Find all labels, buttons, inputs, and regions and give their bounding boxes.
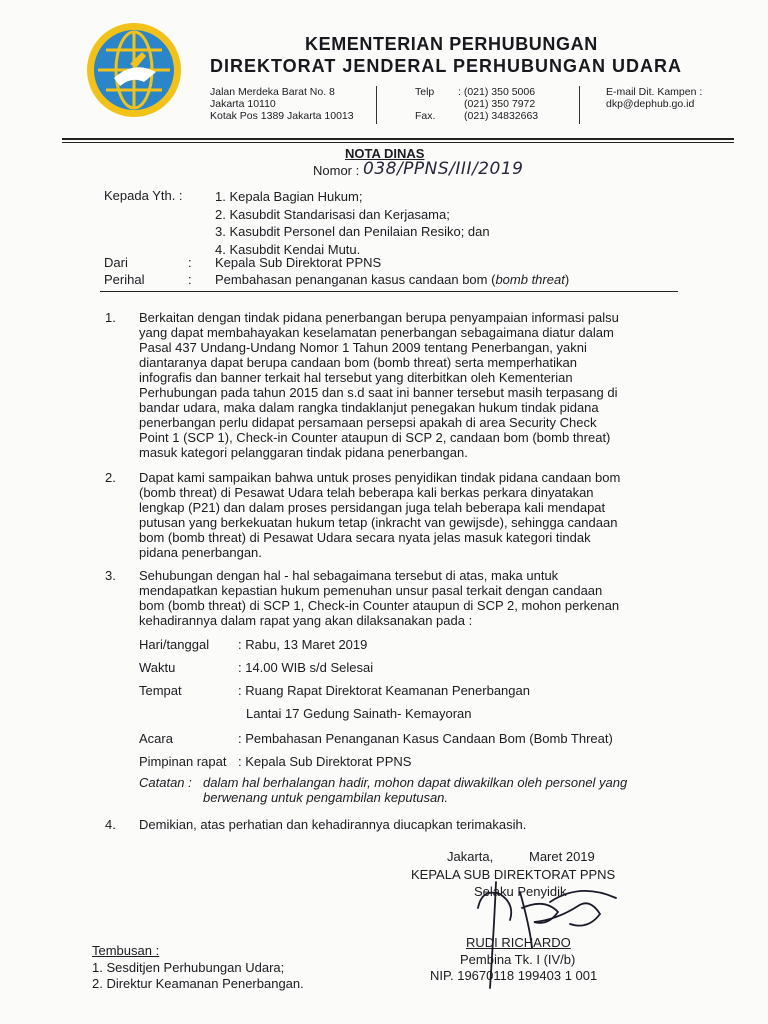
schedule-value: : Rabu, 13 Maret 2019 <box>238 637 368 652</box>
paragraph-line: lengkap (P21) dan dalam proses persidangan juga telah beberapa kali mendapat <box>139 500 606 515</box>
paragraph-line: mendapatkan kepastian hukum pemenuhan unsur pasal terkait dengan candaan <box>139 583 603 598</box>
schedule-value: Lantai 17 Gedung Sainath- Kemayoran <box>246 706 472 721</box>
schedule-label: Tempat <box>139 683 182 698</box>
cc-item: 1. Sesditjen Perhubungan Udara; <box>92 960 285 975</box>
paragraph-line: Perhubungan pada tahun 2015 dan s.d saat ini banner tersebut masih terpasang di <box>139 385 618 400</box>
telp-number: (021) 350 7972 <box>464 98 536 110</box>
schedule-value: : 14.00 WIB s/d Selesai <box>238 660 374 675</box>
paragraph-line: kehadirannya dalam rapat yang akan dilaksanakan pada : <box>139 613 473 628</box>
memo-number-label: Nomor : <box>313 163 360 178</box>
recipient-item: 3. Kasubdit Personel dan Penilaian Resiko; dan <box>215 224 490 239</box>
telp-label: Telp <box>415 86 435 98</box>
telp-values <box>458 86 535 110</box>
paragraph-2 <box>139 470 679 560</box>
address-line: Jakarta 10110 <box>210 98 276 110</box>
recipient-list <box>215 188 490 258</box>
cc-list <box>92 960 304 992</box>
divider <box>376 86 377 124</box>
subject-rule <box>100 291 678 292</box>
perihal-italic: bomb threat <box>495 272 565 287</box>
signature-position: KEPALA SUB DIREKTORAT PPNS <box>411 867 616 882</box>
signature-role: Selaku Penyidik <box>474 884 567 899</box>
memo-title: NOTA DINAS <box>345 146 425 161</box>
schedule-value: : Ruang Rapat Direktorat Keamanan Penerbangan <box>238 683 530 698</box>
cc-item: 2. Direktur Keamanan Penerbangan. <box>92 976 304 991</box>
dari-value: Kepala Sub Direktorat PPNS <box>215 255 382 270</box>
paragraph-line: (bomb threat) di Pesawat Udara telah beberapa kali berkas perkara dinyatakan <box>139 485 594 500</box>
signature-place: Jakarta, <box>447 849 494 864</box>
signature-date: Maret 2019 <box>529 849 595 864</box>
paragraph-line: pidana penerbangan. <box>139 545 262 560</box>
schedule-label: Pimpinan rapat <box>139 754 227 769</box>
header-rule <box>62 142 734 143</box>
kepada-label: Kepada Yth. : <box>104 188 183 203</box>
org-name-directorate: DIREKTORAT JENDERAL PERHUBUNGAN UDARA <box>210 56 683 76</box>
note-line: berwenang untuk pengambilan keputusan. <box>203 790 449 805</box>
schedule-value: : Kepala Sub Direktorat PPNS <box>238 754 412 769</box>
paragraph-line: bom (bomb threat) di Pesawat Udara secara nyata jelas masuk kategori tindak <box>139 530 591 545</box>
paragraph-line: bom (bomb threat) di SCP 1, Check-in Counter ataupun di SCP 2, mohon perkenan <box>139 598 620 613</box>
schedule-label: Waktu <box>139 660 176 675</box>
paragraph-number: 1. <box>105 310 116 325</box>
perihal-value <box>215 272 569 287</box>
note-text <box>203 775 677 805</box>
note-line: dalam hal berhalangan hadir, mohon dapat diwakilkan oleh personel yang <box>203 775 628 790</box>
paragraph-line: Berkaitan dengan tindak pidana penerbangan berupa penyampaian informasi palsu <box>139 310 619 325</box>
recipient-item: 2. Kasubdit Standarisasi dan Kerjasama; <box>215 206 450 222</box>
fax-number: (021) 34832663 <box>464 110 539 122</box>
paragraph-line: masuk kategori pelanggaran tindak pidana penerbangan. <box>139 445 468 460</box>
paragraph-line: Sehubungan dengan hal - hal sebagaimana tersebut di atas, maka untuk <box>139 568 559 583</box>
paragraph-1 <box>139 310 679 460</box>
colon: : <box>188 272 192 287</box>
fax-label: Fax. <box>415 110 436 122</box>
divider <box>579 86 580 124</box>
note-label: Catatan : <box>139 775 192 790</box>
address-line: Jalan Merdeka Barat No. 8 <box>210 86 335 98</box>
schedule-label: Hari/tanggal <box>139 637 210 652</box>
paragraph-number: 3. <box>105 568 116 583</box>
recipient-item: 4. Kasubdit Kendai Mutu. <box>215 241 361 257</box>
paragraph-3 <box>139 568 679 628</box>
schedule-label: Acara <box>139 731 173 746</box>
perihal-close: ) <box>564 272 570 287</box>
address-line: Kotak Pos 1389 Jakarta 10013 <box>210 110 354 122</box>
email-label: E-mail Dit. Kampen : <box>606 86 703 98</box>
dari-label: Dari <box>104 255 128 270</box>
paragraph-line: Pasal 437 Undang-Undang Nomor 1 Tahun 2009 tentang Penerbangan, yakni <box>139 340 587 355</box>
recipient-item: 1. Kepala Bagian Hukum; <box>215 189 363 204</box>
memo-number-handwritten: 038/PPNS/III/2019 <box>363 159 524 179</box>
perihal-text: Pembahasan penanganan kasus candaan bom ( <box>215 272 496 287</box>
paragraph-number: 4. <box>105 817 116 832</box>
paragraph-line: infografis dan banner terkait hal tersebut yang diterbitkan oleh Kementerian <box>139 370 573 385</box>
paragraph-line: bandar udara, maka dalam rangka tindaklanjut penegakan hukum tindak pidana <box>139 400 599 415</box>
signer-nip: NIP. 19670118 199403 1 001 <box>430 968 598 983</box>
header-rule <box>62 138 734 140</box>
address-block <box>210 86 354 122</box>
cc-label: Tembusan : <box>92 943 160 958</box>
paragraph-line: yang dapat membahayakan keselamatan penerbangan sebagaimana diatur dalam <box>139 325 614 340</box>
colon: : <box>188 255 192 270</box>
telp-number: : (021) 350 5006 <box>458 86 536 98</box>
paragraph-line: Dapat kami sampaikan bahwa untuk proses penyidikan tindak pidana candaan bom <box>139 470 621 485</box>
ministry-logo-icon <box>84 20 184 120</box>
email-address: dkp@dephub.go.id <box>606 98 695 110</box>
perihal-label: Perihal <box>104 272 145 287</box>
org-name-ministry: KEMENTERIAN PERHUBUNGAN <box>305 34 598 54</box>
signer-rank: Pembina Tk. I (IV/b) <box>460 952 576 967</box>
paragraph-4: Demikian, atas perhatian dan kehadirannya diucapkan terimakasih. <box>139 817 527 832</box>
paragraph-number: 2. <box>105 470 116 485</box>
paragraph-line: diantaranya dapat berupa candaan bom (bomb threat) serta memperhatikan <box>139 355 577 370</box>
paragraph-line: Point 1 (SCP 1), Check-in Counter ataupun di SCP 2, candaan bom (bomb threat) <box>139 430 611 445</box>
paragraph-line: putusan yang berkekuatan hukum tetap (inkracht van gewijsde), sehingga candaan <box>139 515 618 530</box>
signer-name: RUDI RICHARDO <box>466 935 571 950</box>
schedule-value: : Pembahasan Penanganan Kasus Candaan Bom (Bomb Threat) <box>238 731 613 746</box>
paragraph-line: penerbangan perlu didapat persamaan persepsi apakah di area Security Check <box>139 415 597 430</box>
